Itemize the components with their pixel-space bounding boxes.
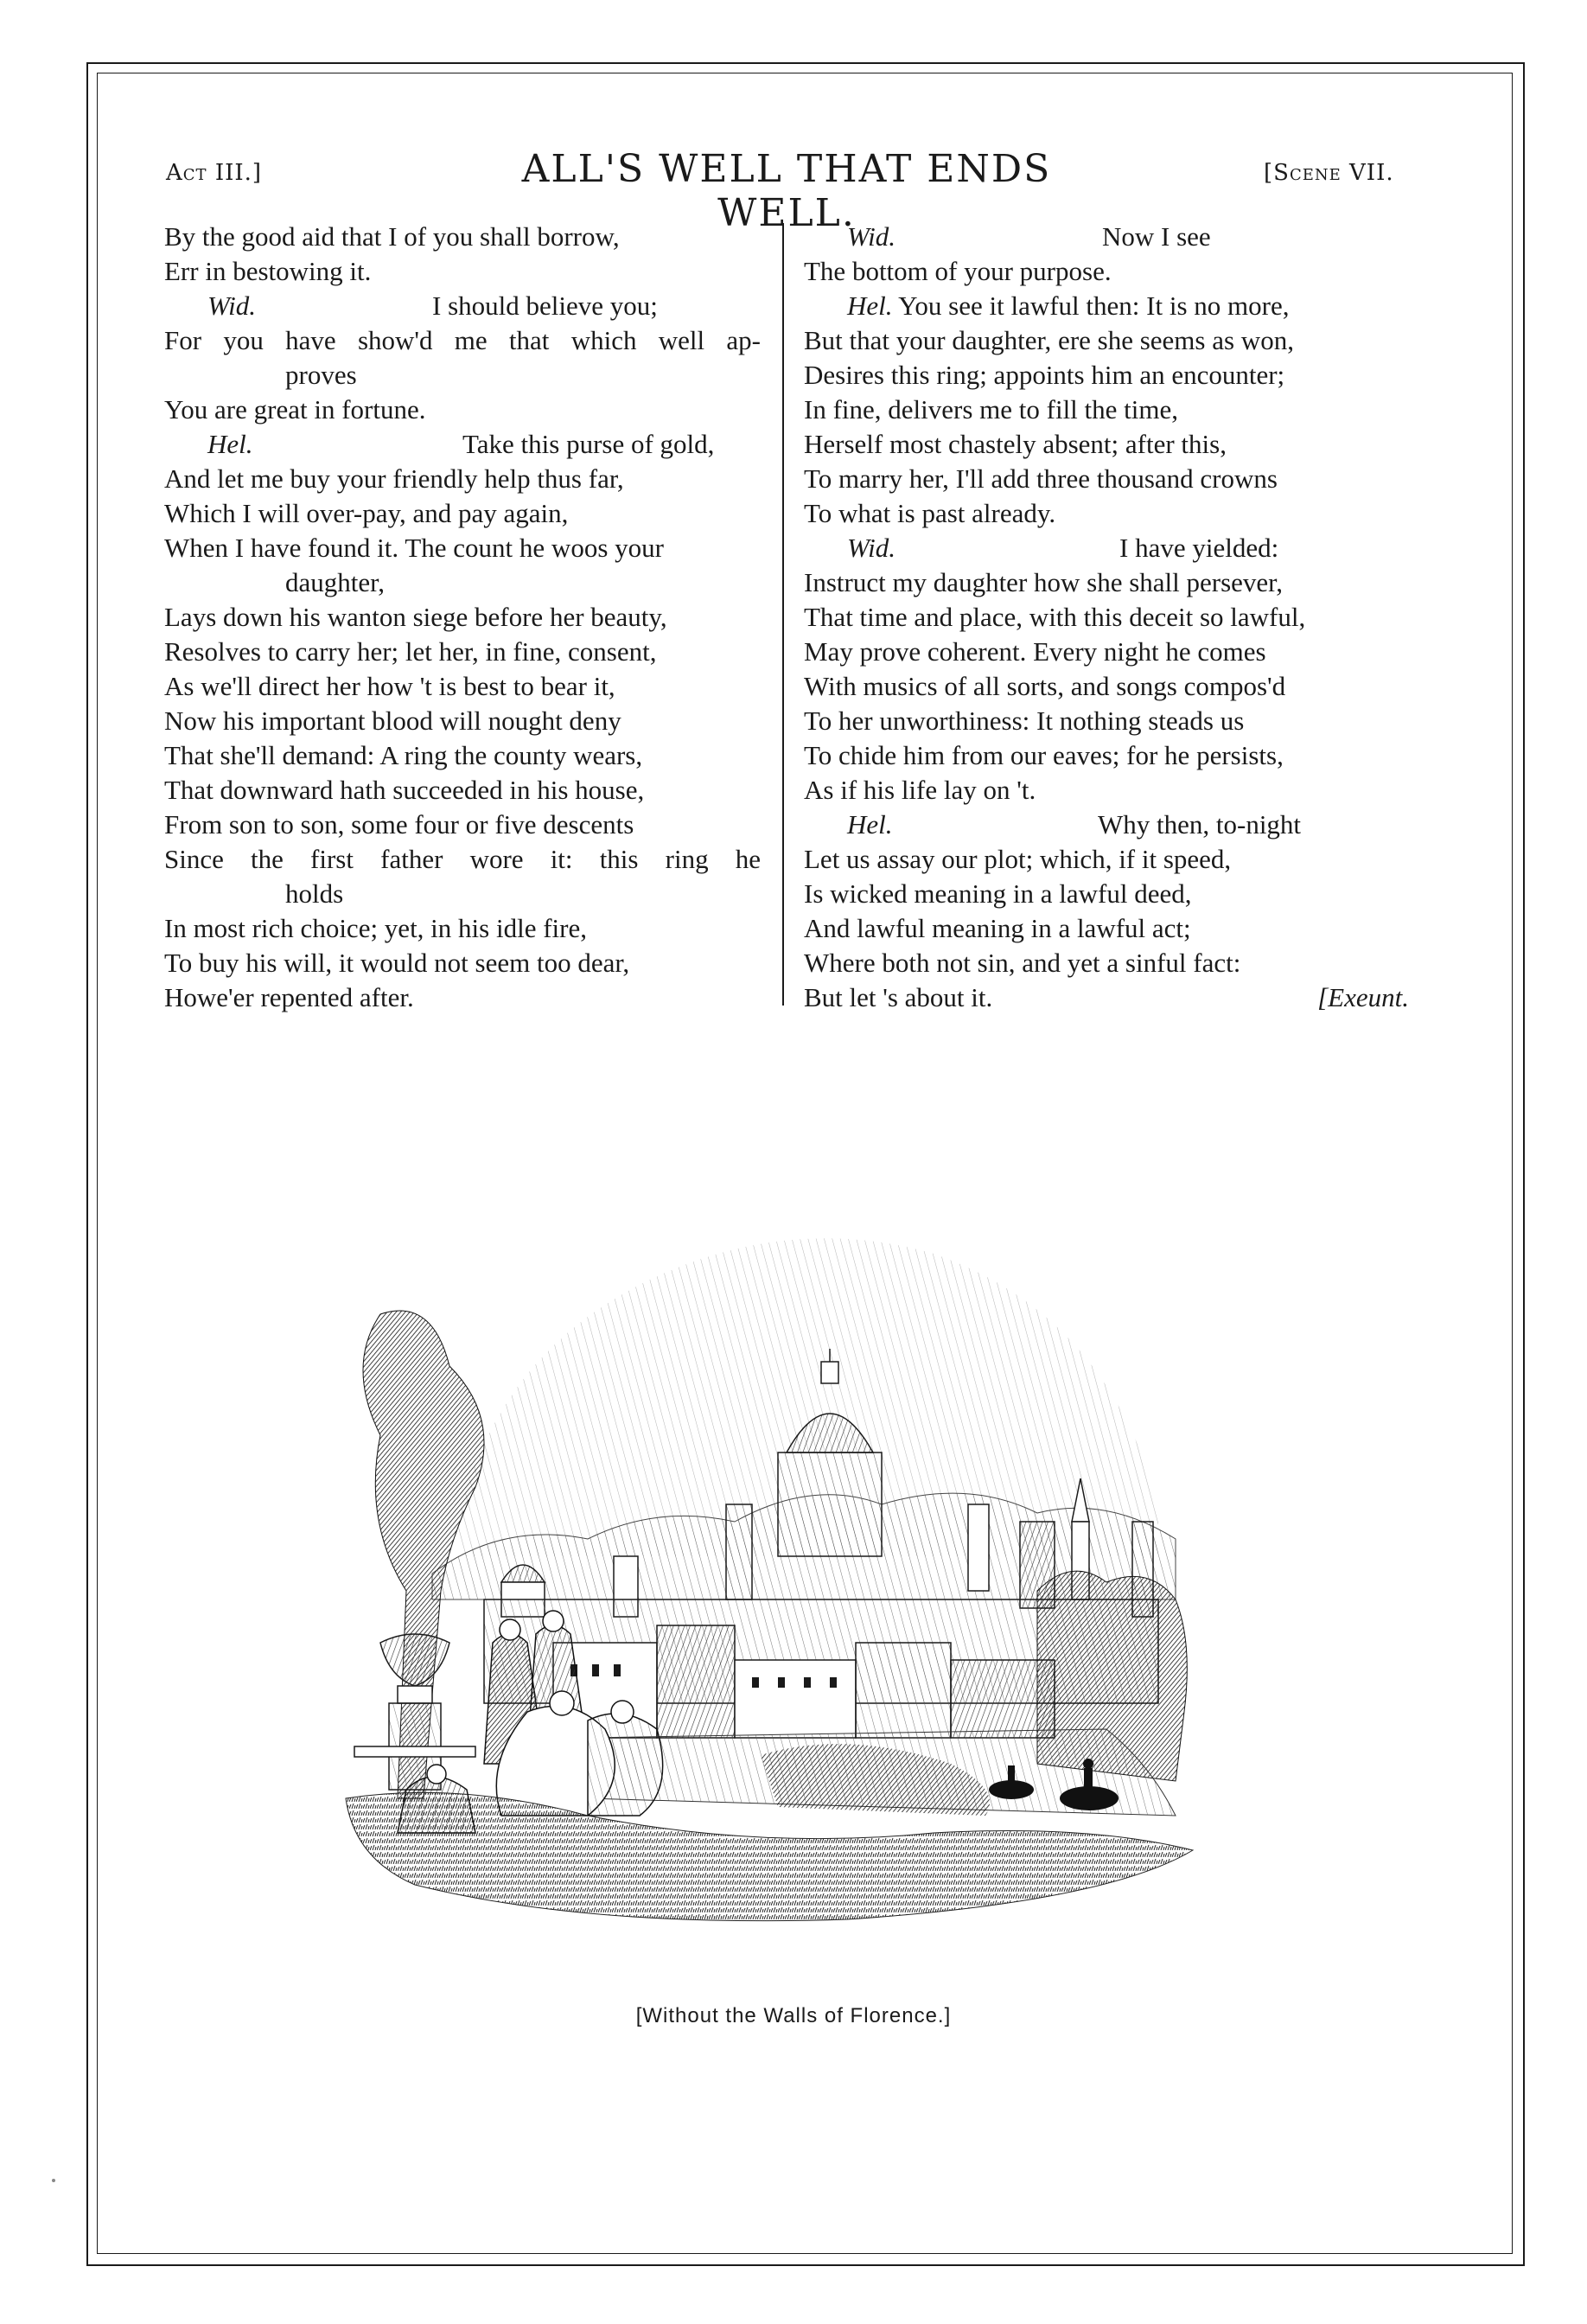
verse-line: In most rich choice; yet, in his idle fire, bbox=[164, 913, 587, 943]
speech-line: Wid. Now I see bbox=[847, 221, 1211, 252]
verse-line: holds bbox=[285, 878, 344, 909]
verse-line: To her unworthiness: It nothing steads us bbox=[804, 706, 1245, 736]
speech-line: Wid. I have yielded: bbox=[847, 533, 1279, 563]
verse-line: Desires this ring; appoints him an encounter; bbox=[804, 360, 1285, 390]
verse-line: That time and place, with this deceit so lawful, bbox=[804, 602, 1306, 632]
stage-direction: [Exeunt. bbox=[1317, 982, 1409, 1012]
verse-line: Since the first father wore it: this ring he bbox=[164, 844, 761, 874]
verse-line: In fine, delivers me to fill the time, bbox=[804, 394, 1179, 425]
verse-line: To marry her, I'll add three thousand crowns bbox=[804, 463, 1278, 494]
verse-line: From son to son, some four or five descents bbox=[164, 809, 634, 840]
verse-line: That downward hath succeeded in his house, bbox=[164, 775, 645, 805]
verse-line: proves bbox=[285, 360, 357, 390]
speaker-name: Hel. bbox=[207, 429, 253, 459]
speaker-name: Hel. bbox=[847, 809, 893, 840]
verse-line: To what is past already. bbox=[804, 498, 1056, 528]
running-head-scene: [Scene VII. bbox=[1264, 160, 1394, 186]
column-divider bbox=[782, 223, 784, 1006]
verse-line: For you have show'd me that which well ap- bbox=[164, 325, 761, 355]
right-text-column bbox=[804, 220, 1409, 1015]
verse-line: And lawful meaning in a lawful act; bbox=[804, 913, 1191, 943]
verse-line: When I have found it. The count he woos your bbox=[164, 533, 664, 563]
speaker-name: Wid. bbox=[207, 290, 256, 321]
page-title: ALL'S WELL THAT ENDS WELL. bbox=[521, 147, 1052, 235]
verse-line: Let us assay our plot; which, if it speed, bbox=[804, 844, 1232, 874]
verse-line: The bottom of your purpose. bbox=[804, 256, 1112, 286]
verse-line: Resolves to carry her; let her, in fine, consent, bbox=[164, 636, 657, 667]
speech-line: Hel. You see it lawful then: It is no more, bbox=[847, 290, 1290, 321]
verse-line: daughter, bbox=[285, 567, 385, 597]
verse-line: And let me buy your friendly help thus far, bbox=[164, 463, 624, 494]
verse-line: But let 's about it. [Exeunt. bbox=[804, 980, 1409, 1015]
verse-line: By the good aid that I of you shall borrow, bbox=[164, 221, 620, 252]
page-speck bbox=[52, 2179, 55, 2182]
verse-line: With musics of all sorts, and songs compos'd bbox=[804, 671, 1286, 701]
speaker-name: Hel. bbox=[847, 290, 893, 321]
speaker-name: Wid. bbox=[847, 221, 895, 252]
verse-line: You are great in fortune. bbox=[164, 394, 426, 425]
verse-line: Herself most chastely absent; after this, bbox=[804, 429, 1227, 459]
verse-line: Where both not sin, and yet a sinful fact: bbox=[804, 948, 1241, 978]
speaker-name: Wid. bbox=[847, 533, 895, 563]
speech-line: Hel. Why then, to-night bbox=[847, 809, 1302, 840]
verse-line: But that your daughter, ere she seems as won, bbox=[804, 325, 1294, 355]
running-head-act: Act III.] bbox=[166, 160, 263, 186]
speech-line: Wid. I should believe you; bbox=[207, 290, 658, 321]
left-text-column bbox=[164, 220, 761, 1015]
verse-line: Err in bestowing it. bbox=[164, 256, 372, 286]
verse-line: Howe'er repented after. bbox=[164, 982, 414, 1012]
verse-line: Instruct my daughter how she shall persever, bbox=[804, 567, 1284, 597]
florence-engraving-illustration bbox=[328, 1193, 1279, 1945]
verse-line: May prove coherent. Every night he comes bbox=[804, 636, 1266, 667]
verse-line: To buy his will, it would not seem too dear, bbox=[164, 948, 630, 978]
verse-line: Now his important blood will nought deny bbox=[164, 706, 621, 736]
verse-line: Lays down his wanton siege before her beauty, bbox=[164, 602, 667, 632]
verse-line: To chide him from our eaves; for he persists, bbox=[804, 740, 1284, 770]
verse-line: Is wicked meaning in a lawful deed, bbox=[804, 878, 1192, 909]
verse-line: Which I will over-pay, and pay again, bbox=[164, 498, 569, 528]
illustration-caption: [Without the Walls of Florence.] bbox=[635, 2004, 952, 2027]
verse-line: As we'll direct her how 't is best to bear it, bbox=[164, 671, 615, 701]
speech-line: Hel. Take this purse of gold, bbox=[207, 429, 715, 459]
verse-line: As if his life lay on 't. bbox=[804, 775, 1036, 805]
verse-line: That she'll demand: A ring the county wears, bbox=[164, 740, 643, 770]
